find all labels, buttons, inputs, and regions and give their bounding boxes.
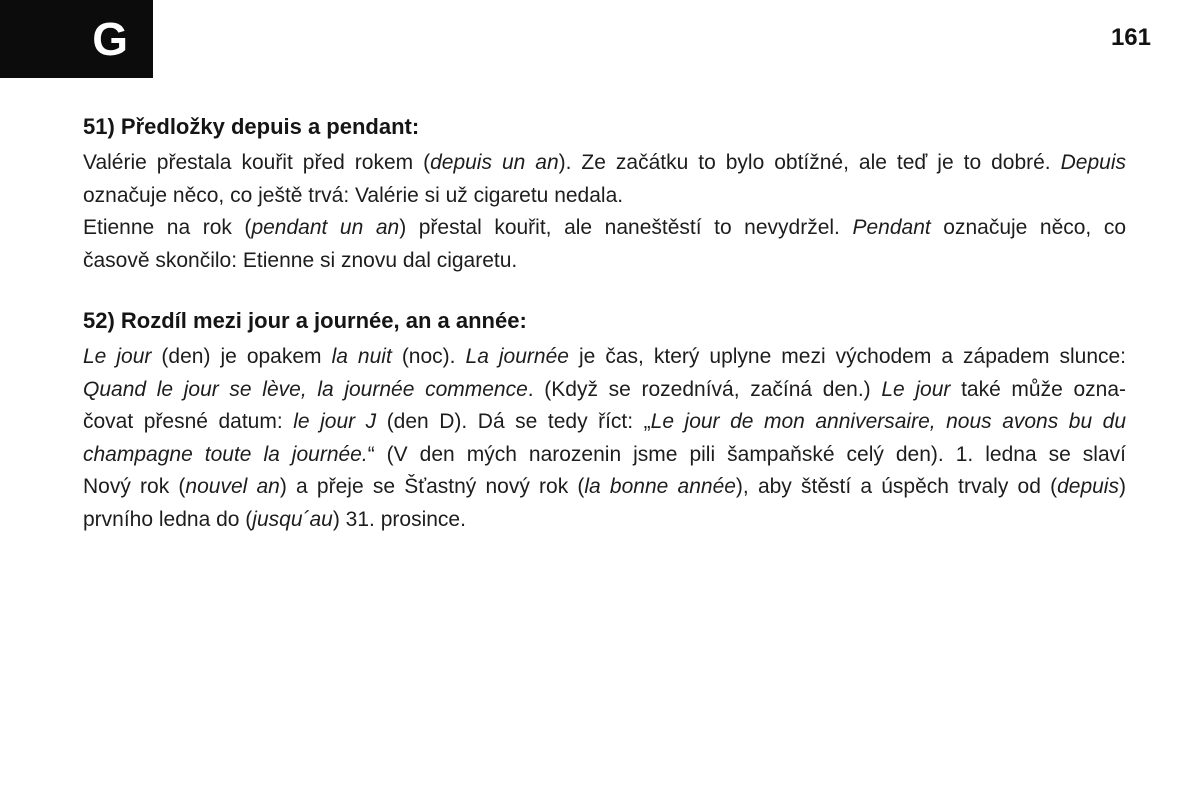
italic-run: Pendant [852,216,931,239]
italic-run: champagne toute la journée. [83,442,368,466]
italic-run: depuis [1057,475,1119,498]
section-heading: 51) Předložky depuis a pendant: [83,114,420,139]
text-run: označuje něco, co [930,216,1127,239]
text-run: (den D). Dá se tedy říct: „ [376,410,651,433]
text-line [83,341,1126,374]
page-number: 161 [1110,24,1151,51]
text-run: Etienne na rok ( [83,216,252,239]
text-run: prvního ledna do ( [83,507,253,531]
section-tab [0,0,153,78]
text-line [83,406,1126,439]
italic-run: jusqu´au [252,507,333,531]
text-run: časově skončilo: Etienne si znovu dal cigaretu. [83,248,518,272]
section-heading: 52) Rozdíl mezi jour a journée, an a année: [83,308,527,333]
text-run: ), aby štěstí a úspěch trvaly od ( [735,475,1058,498]
italic-run: le jour J [293,410,377,433]
italic-run: Le jour de mon anniversaire, nous avons bu du [650,410,1127,433]
text-run: ) 31. prosince. [332,507,466,531]
text-run: ) přestal kouřit, ale naneštěstí to nevydržel. [399,216,853,239]
text-run: čovat přesné datum: [83,410,294,433]
grammar-section [83,110,1126,277]
section-tab-letter: G [92,13,128,65]
italic-run: la bonne année [584,475,736,498]
text-line [83,439,1126,472]
italic-run: Depuis [1060,151,1126,174]
text-run: Nový rok ( [83,475,186,498]
italic-run: La journée [465,345,569,368]
text-run: (noc). [391,345,466,368]
text-run: Valérie přestala kouřit před rokem ( [83,151,431,174]
text-run: ). Ze začátku to bylo obtížné, ale teď je to dobré. [558,151,1061,174]
text-line [83,245,1126,278]
italic-run: Le jour [83,345,152,368]
text-run: označuje něco, co ještě trvá: Valérie si už cigaretu nedala. [83,183,624,207]
text-run: “ (V den mých narozenin jsme pili šampaňské celý den). 1. ledna se slaví [367,442,1126,466]
italic-run: la nuit [331,345,392,368]
text-run: . (Když se rozednívá, začíná den.) [527,377,882,401]
text-run: ) [1118,475,1126,498]
text-line [83,180,1126,213]
content [83,110,1126,536]
text-run: ) a přeje se Šťastný nový rok ( [279,475,585,498]
italic-run: nouvel an [185,475,280,498]
text-line [83,212,1126,245]
text-line [83,374,1126,407]
italic-run: pendant un an [251,216,400,239]
text-run: (den) je opakem [151,345,332,368]
text-run: je čas, který uplyne mezi východem a západem slunce: [568,345,1127,368]
italic-run: Le jour [881,377,951,401]
text-run: také může ozna- [950,377,1126,401]
text-line [83,147,1126,180]
text-line [83,471,1126,504]
text-line [83,504,1126,537]
italic-run: Quand le jour se lève, la journée commence [83,377,528,401]
grammar-section [83,304,1126,536]
italic-run: depuis un an [430,151,559,174]
